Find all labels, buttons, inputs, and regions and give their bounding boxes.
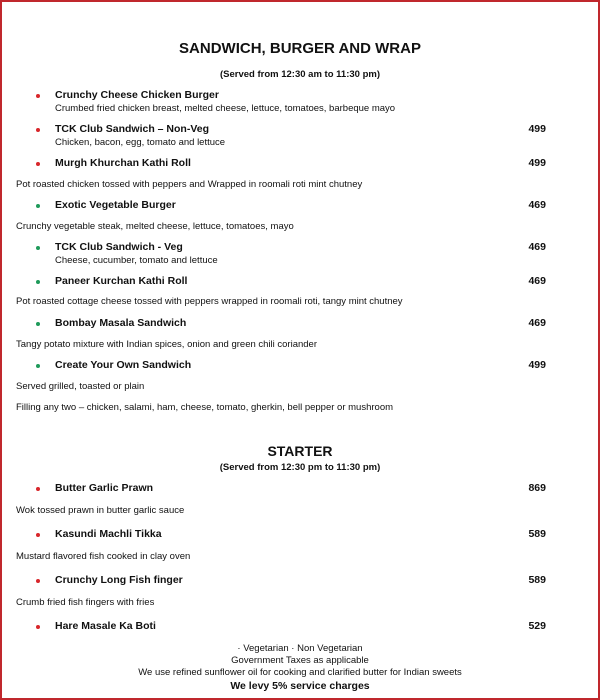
menu-item-name: Crunchy Long Fish finger bbox=[55, 574, 183, 586]
menu-item-desc: Cheese, cucumber, tomato and lettuce bbox=[55, 255, 218, 266]
menu-item-price: 869 bbox=[528, 482, 546, 494]
menu-item-desc: Crunchy vegetable steak, melted cheese, lettuce, tomatoes, mayo bbox=[16, 221, 294, 232]
section-title-starter: STARTER bbox=[267, 443, 333, 459]
menu-item-price: 589 bbox=[528, 574, 546, 586]
non-veg-dot-icon bbox=[36, 487, 40, 491]
menu-item-name: TCK Club Sandwich - Veg bbox=[55, 241, 183, 253]
menu-item-price: 499 bbox=[528, 157, 546, 169]
menu-item-name: Create Your Own Sandwich bbox=[55, 359, 192, 371]
menu-item-price: 469 bbox=[528, 199, 546, 211]
menu-item-name: Bombay Masala Sandwich bbox=[55, 317, 187, 329]
menu-item-name: Paneer Kurchan Kathi Roll bbox=[55, 275, 188, 287]
menu-item-price: 499 bbox=[528, 359, 546, 371]
menu-item-price: 469 bbox=[528, 241, 546, 253]
menu-item-name: Hare Masale Ka Boti bbox=[55, 620, 156, 632]
menu-item-name: Butter Garlic Prawn bbox=[55, 482, 154, 494]
menu-item-desc: Crumb fried fish fingers with fries bbox=[16, 597, 155, 608]
non-veg-dot-icon bbox=[36, 579, 40, 583]
menu-item-name: Murgh Khurchan Kathi Roll bbox=[55, 157, 191, 169]
veg-dot-icon bbox=[36, 322, 40, 326]
veg-dot-icon bbox=[36, 246, 40, 250]
service-charge-note: We levy 5% service charges bbox=[230, 680, 370, 692]
veg-dot-icon bbox=[36, 280, 40, 284]
menu-item-desc: Pot roasted cottage cheese tossed with peppers wrapped in roomali roti, tangy mint chutney bbox=[16, 296, 403, 307]
diet-legend: · Vegetarian · Non Vegetarian bbox=[237, 643, 363, 654]
menu-item-price: 469 bbox=[528, 275, 546, 287]
menu-item-price: 469 bbox=[528, 317, 546, 329]
menu-item-desc-extra: Filling any two – chicken, salami, ham, cheese, tomato, gherkin, bell pepper or mushroom bbox=[16, 402, 394, 413]
menu-item-price: 499 bbox=[528, 123, 546, 135]
section-title-sandwich: SANDWICH, BURGER AND WRAP bbox=[179, 40, 421, 57]
menu-item-price: 589 bbox=[528, 528, 546, 540]
non-veg-dot-icon bbox=[36, 162, 40, 166]
non-veg-dot-icon bbox=[36, 94, 40, 98]
menu-item-price: 529 bbox=[528, 620, 546, 632]
non-veg-dot-icon bbox=[36, 533, 40, 537]
served-hours-sandwich: (Served from 12:30 am to 11:30 pm) bbox=[220, 69, 380, 80]
non-veg-dot-icon bbox=[36, 625, 40, 629]
menu-item-name: Exotic Vegetable Burger bbox=[55, 199, 176, 211]
menu-item-desc: Wok tossed prawn in butter garlic sauce bbox=[16, 505, 185, 516]
menu-item-name: Kasundi Machli Tikka bbox=[55, 528, 162, 540]
menu-item-desc: Mustard flavored fish cooked in clay oven bbox=[16, 551, 191, 562]
menu-item-desc: Tangy potato mixture with Indian spices, onion and green chili coriander bbox=[16, 339, 318, 350]
non-veg-dot-icon bbox=[36, 128, 40, 132]
menu-item-desc: Pot roasted chicken tossed with peppers and Wrapped in roomali roti mint chutney bbox=[16, 179, 363, 190]
menu-item-desc: Chicken, bacon, egg, tomato and lettuce bbox=[55, 137, 226, 148]
menu-item-desc: Served grilled, toasted or plain bbox=[16, 381, 145, 392]
tax-note: Government Taxes as applicable bbox=[231, 655, 369, 666]
veg-dot-icon bbox=[36, 204, 40, 208]
menu-item-name: Crunchy Cheese Chicken Burger bbox=[55, 89, 219, 101]
veg-dot-icon bbox=[36, 364, 40, 368]
menu-item-name: TCK Club Sandwich – Non-Veg bbox=[55, 123, 210, 135]
served-hours-starter: (Served from 12:30 pm to 11:30 pm) bbox=[219, 462, 381, 473]
menu-item-desc: Crumbed fried chicken breast, melted cheese, lettuce, tomatoes, barbeque mayo bbox=[55, 103, 396, 114]
oil-note: We use refined sunflower oil for cooking and clarified butter for Indian sweets bbox=[138, 667, 462, 678]
